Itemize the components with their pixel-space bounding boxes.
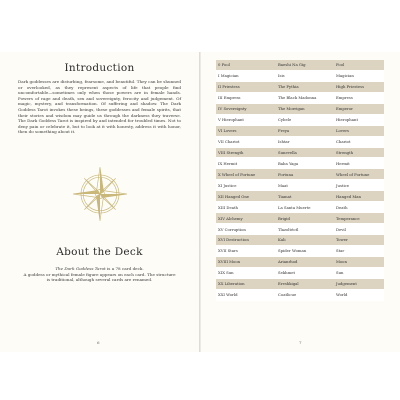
about-line-3: is traditional, although several cards are renamed. <box>46 277 153 283</box>
card-goddess: Maat <box>276 180 334 191</box>
table-row <box>216 169 384 180</box>
card-goddess: Fortuna <box>276 169 334 180</box>
card-new-name: XV Corruption <box>216 224 276 235</box>
table-row <box>216 136 384 147</box>
card-goddess: Ereshkigal <box>276 278 334 289</box>
card-new-name: XIV Alchemy <box>216 213 276 224</box>
card-traditional-name: Moon <box>334 256 384 267</box>
card-new-name: XVIII Moon <box>216 256 276 267</box>
card-goddess: The Black Madonna <box>276 92 334 103</box>
table-row <box>216 114 384 125</box>
card-traditional-name: Magician <box>334 70 384 81</box>
card-new-name: II Priestess <box>216 81 276 92</box>
card-names-table <box>216 60 384 301</box>
card-new-name: 0 Fool <box>216 60 276 70</box>
card-goddess: Isis <box>276 70 334 81</box>
about-line-2: A goddess or mythical female figure appears on each card. The structure <box>23 271 176 277</box>
table-row <box>216 158 384 169</box>
card-goddess: Tlazoltéotl <box>276 224 334 235</box>
card-traditional-name: Tower <box>334 235 384 246</box>
card-new-name: XIII Death <box>216 202 276 213</box>
card-goddess: Freya <box>276 125 334 136</box>
table-row <box>216 202 384 213</box>
card-goddess: Coatlicue <box>276 289 334 300</box>
card-goddess: Kali <box>276 235 334 246</box>
card-goddess: Ishtar <box>276 136 334 147</box>
table-row <box>216 81 384 92</box>
intro-paragraph: Dark goddesses are disturbing, fearsome, and beautiful. They can be shunned or overlooked, as they represent aspects of life that people find uncomfortable—sometimes only when those powers are in female hands. Powers of rage and death, sex and sovereignty, ferocity and judgement. Of magic, mystery, and transformation. Of suffering and shadow. The Dark Goddess Tarot invokes these beings, these goddesses and female spirits, that their stories and wisdom may guide us through the darkness they traverse. The Dark Goddess Tarot is inspired by and intended for troubled times. Not to deny pain or celebrate it, but to look at it with honesty, address it with honor, then do something about it. <box>18 79 181 135</box>
intro-heading: Introduction <box>64 62 135 74</box>
card-goddess: Arianrhod <box>276 256 334 267</box>
table-row <box>216 103 384 114</box>
table-row <box>216 235 384 246</box>
about-line-1-rest: is a 78 card deck. <box>105 266 144 271</box>
card-new-name: XX Liberation <box>216 278 276 289</box>
card-new-name: VII Chariot <box>216 136 276 147</box>
card-new-name: IV Sovereignty <box>216 103 276 114</box>
table-row <box>216 147 384 158</box>
about-heading: About the Deck <box>56 246 143 258</box>
card-traditional-name: Chariot <box>334 136 384 147</box>
table-row <box>216 267 384 278</box>
card-goddess: Tiamat <box>276 191 334 202</box>
card-new-name: V Hierophant <box>216 114 276 125</box>
card-traditional-name: Devil <box>334 224 384 235</box>
table-row <box>216 92 384 103</box>
intro-body <box>18 79 181 135</box>
card-traditional-name: Temperance <box>334 213 384 224</box>
right-page-number: 7 <box>299 340 302 345</box>
card-new-name: XVII Stars <box>216 245 276 256</box>
card-goddess: La Santa Muerte <box>276 202 334 213</box>
card-new-name: XIX Sun <box>216 267 276 278</box>
card-new-name: III Empress <box>216 92 276 103</box>
card-traditional-name: Lovers <box>334 125 384 136</box>
table-row <box>216 70 384 81</box>
card-traditional-name: Hanged Man <box>334 191 384 202</box>
table-row <box>216 180 384 191</box>
card-traditional-name: Empress <box>334 92 384 103</box>
card-traditional-name: Star <box>334 245 384 256</box>
card-new-name: XVI Destruction <box>216 235 276 246</box>
deck-title-italic: The Dark Goddess Tarot <box>55 266 106 271</box>
card-goddess: Sekhmet <box>276 267 334 278</box>
card-traditional-name: Hierophant <box>334 114 384 125</box>
card-traditional-name: Death <box>334 202 384 213</box>
card-traditional-name: World <box>334 289 384 300</box>
card-new-name: VIII Strength <box>216 147 276 158</box>
card-goddess: Spider Woman <box>276 245 334 256</box>
table-row <box>216 278 384 289</box>
compass-rose-icon <box>72 166 128 222</box>
about-body <box>18 266 181 283</box>
card-traditional-name: Fool <box>334 60 384 70</box>
card-goddess: Brigid <box>276 213 334 224</box>
card-new-name: XI Justice <box>216 180 276 191</box>
table-row <box>216 224 384 235</box>
card-goddess: Cybele <box>276 114 334 125</box>
card-traditional-name: Sun <box>334 267 384 278</box>
card-new-name: XXI World <box>216 289 276 300</box>
card-new-name: I Magician <box>216 70 276 81</box>
card-new-name: X Wheel of Fortune <box>216 169 276 180</box>
card-goddess: Sunevella <box>276 147 334 158</box>
table-row <box>216 256 384 267</box>
table-row <box>216 125 384 136</box>
left-page-number: 6 <box>97 340 100 345</box>
card-traditional-name: Hermit <box>334 158 384 169</box>
card-new-name: XII Hanged One <box>216 191 276 202</box>
card-goddess: Baeshi Na Gig <box>276 60 334 70</box>
card-traditional-name: Wheel of Fortune <box>334 169 384 180</box>
table-row <box>216 60 384 70</box>
card-goddess: The Pythia <box>276 81 334 92</box>
card-new-name: VI Lovers <box>216 125 276 136</box>
card-traditional-name: Judgement <box>334 278 384 289</box>
table-row <box>216 289 384 300</box>
table-row <box>216 191 384 202</box>
table-row <box>216 213 384 224</box>
card-traditional-name: High Priestess <box>334 81 384 92</box>
card-goddess: Baba Yaga <box>276 158 334 169</box>
card-goddess: The Morrigan <box>276 103 334 114</box>
card-traditional-name: Strength <box>334 147 384 158</box>
table-row <box>216 245 384 256</box>
card-traditional-name: Justice <box>334 180 384 191</box>
card-new-name: IX Hermit <box>216 158 276 169</box>
card-traditional-name: Emperor <box>334 103 384 114</box>
